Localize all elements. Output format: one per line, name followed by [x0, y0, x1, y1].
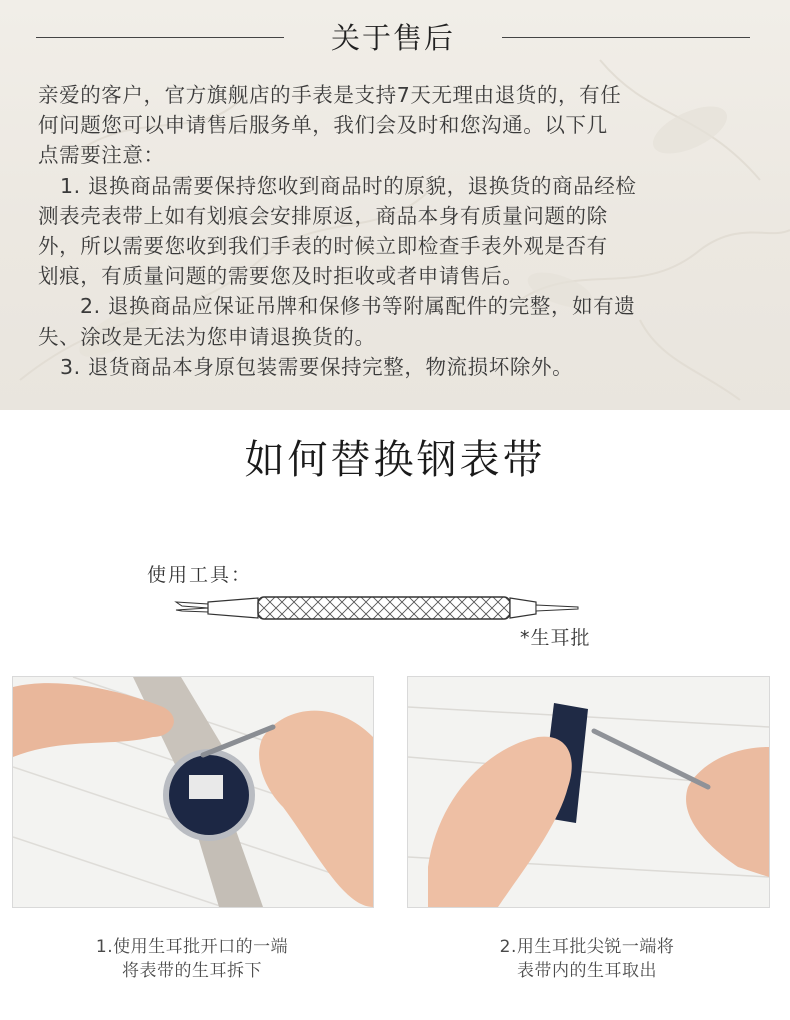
after-sales-section — [0, 0, 790, 410]
tool-name-label: *生耳批 — [520, 627, 591, 649]
spring-bar-tool-icon — [174, 590, 584, 626]
notice-item-2-cont: 失、涂改是无法为您申请退换货的。 — [38, 324, 376, 349]
after-sales-heading — [0, 16, 790, 60]
step-1-caption — [12, 935, 372, 983]
notice-item-1-cont: 外，所以需要您收到我们手表的时候立即检查手表外观是否有 — [38, 234, 608, 259]
replace-strap-title: 如何替换钢表带 — [244, 437, 546, 483]
heading-divider-right — [502, 37, 750, 38]
notice-item-1-cont: 测表壳表带上如有划痕会安排原返，商品本身有质量问题的除 — [38, 203, 608, 228]
after-sales-title: 关于售后 — [330, 21, 455, 55]
intro-line: 点需要注意： — [38, 143, 165, 168]
step-2-caption — [407, 935, 767, 983]
after-sales-body — [38, 80, 754, 382]
step-1-photo — [12, 676, 374, 908]
heading-divider-left — [36, 37, 284, 38]
notice-item-2: 2. 退换商品应保证吊牌和保修书等附属配件的完整，如有遗 — [80, 294, 636, 319]
intro-line: 何问题您可以申请售后服务单，我们会及时和您沟通。以下几 — [38, 113, 608, 138]
step-2-photo — [407, 676, 770, 908]
intro-line: 亲爱的客户，官方旗舰店的手表是支持7天无理由退货的，有任 — [38, 83, 622, 107]
step-1-caption-line: 1.使用生耳批开口的一端 — [95, 937, 289, 957]
notice-item-1-cont: 划痕，有质量问题的需要您及时拒收或者申请售后。 — [38, 264, 524, 289]
notice-item-1: 1. 退换商品需要保持您收到商品时的原貌，退换货的商品经检 — [60, 173, 637, 198]
tools-label: 使用工具： — [147, 564, 253, 586]
step-2-caption-line: 2.用生耳批尖锐一端将 — [499, 937, 675, 957]
notice-item-3: 3. 退货商品本身原包装需要保持完整，物流损坏除外。 — [60, 354, 574, 379]
step-1-caption-line: 将表带的生耳拆下 — [122, 961, 262, 981]
step-2-caption-line: 表带内的生耳取出 — [517, 961, 657, 981]
